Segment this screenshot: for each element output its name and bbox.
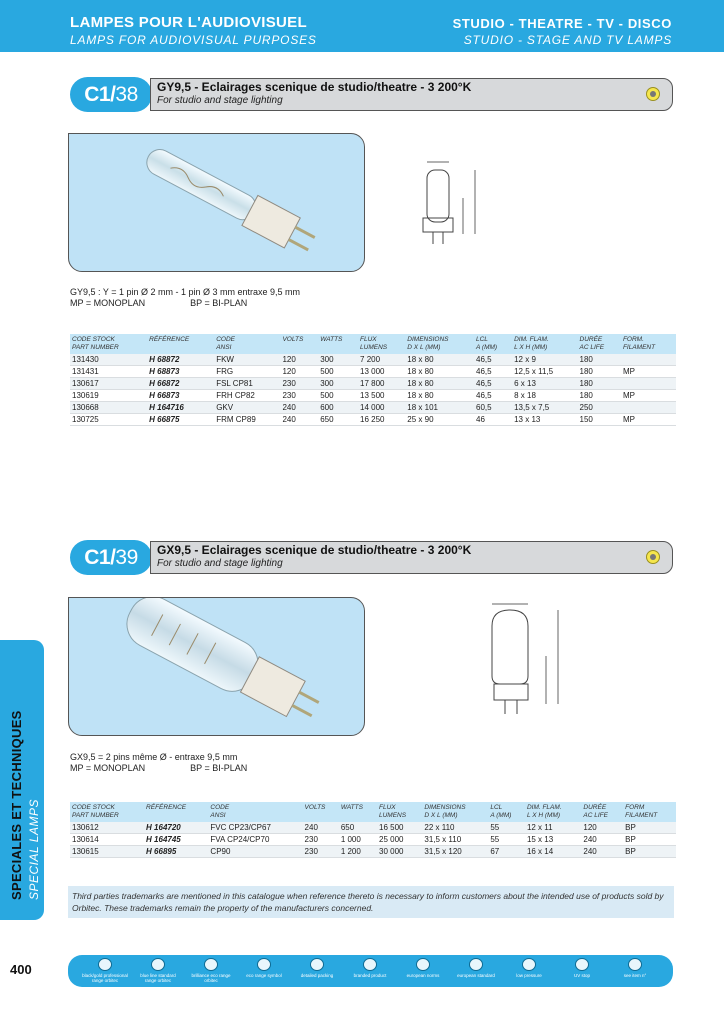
- branded-icon: [363, 958, 377, 971]
- footer-legend-item: [347, 958, 393, 978]
- column-header: FORM. FILAMENT: [621, 334, 676, 354]
- footer-legend-item: [188, 958, 234, 983]
- table-cell: H 66895: [144, 846, 208, 858]
- table-cell: 131431: [70, 366, 147, 378]
- table-cell: 650: [318, 414, 358, 426]
- table-cell: [621, 354, 676, 366]
- footer-legend-item: [135, 958, 181, 983]
- column-header: WATTS: [339, 802, 377, 822]
- table-row: [70, 846, 676, 858]
- table-row: [70, 402, 676, 414]
- table-cell: FVC CP23/CP67: [208, 822, 302, 834]
- table-row: [70, 390, 676, 402]
- table-cell: 131430: [70, 354, 147, 366]
- table-cell: 600: [318, 402, 358, 414]
- table-cell: 14 000: [358, 402, 405, 414]
- footer-legend-label: UV stop: [573, 973, 590, 978]
- table-cell: 18 x 80: [405, 390, 474, 402]
- page-header: [0, 0, 724, 52]
- table-cell: 130725: [70, 414, 147, 426]
- footer-legend-label: brilliance eco range orbitec: [191, 973, 231, 983]
- column-header: FORM FILAMENT: [623, 802, 676, 822]
- column-header: CODE STOCK PART NUMBER: [70, 334, 147, 354]
- table-cell: 120: [280, 354, 318, 366]
- table-row: [70, 366, 676, 378]
- table-cell: 230: [280, 378, 318, 390]
- column-header: DIM. FLAM. L X H (MM): [512, 334, 577, 354]
- european-norms-icon: [416, 958, 430, 971]
- table-cell: 55: [488, 834, 525, 846]
- footer-legend-label: eco range symbol: [246, 973, 282, 978]
- table-cell: 240: [303, 822, 339, 834]
- table-cell: BP: [623, 834, 676, 846]
- table-cell: [621, 378, 676, 390]
- footer-legend-item: [82, 958, 128, 983]
- lamp-photo-gy95: [68, 133, 365, 272]
- table-cell: 130614: [70, 834, 144, 846]
- header-title-fr: LAMPES POUR L'AUDIOVISUEL: [70, 14, 307, 31]
- header-category-en: STUDIO - STAGE AND TV LAMPS: [463, 33, 672, 47]
- table-cell: 15 x 13: [525, 834, 581, 846]
- table-cell: 130619: [70, 390, 147, 402]
- table-cell: FSL CP81: [214, 378, 280, 390]
- table-cell: MP: [621, 390, 676, 402]
- uv-stop-icon: [575, 958, 589, 971]
- footer-legend-item: [612, 958, 658, 978]
- table-cell: 130617: [70, 378, 147, 390]
- table-cell: 230: [280, 390, 318, 402]
- column-header: RÉFÉRENCE: [144, 802, 208, 822]
- table-cell: [621, 402, 676, 414]
- column-header: CODE STOCK PART NUMBER: [70, 802, 144, 822]
- table-cell: 12 x 11: [525, 822, 581, 834]
- table-cell: 31,5 x 110: [422, 834, 488, 846]
- table-cell: 30 000: [377, 846, 422, 858]
- table-cell: 300: [318, 354, 358, 366]
- lamp-photo-gx95: [68, 597, 365, 736]
- lamp-gx95-icon: [69, 598, 364, 735]
- spec-line: MP = MONOPLAN BP = BI-PLAN: [70, 298, 248, 308]
- code-prefix: C1/: [84, 83, 116, 106]
- blue-line-icon: [151, 958, 165, 971]
- table-cell: 46: [474, 414, 512, 426]
- spec-line: GY9,5 : Y = 1 pin Ø 2 mm - 1 pin Ø 3 mm entraxe 9,5 mm: [70, 287, 301, 297]
- table-cell: 13 000: [358, 366, 405, 378]
- socket-spec-gy95: [70, 287, 300, 309]
- see-item-icon: [628, 958, 642, 971]
- table-cell: 180: [578, 354, 621, 366]
- column-header: VOLTS: [280, 334, 318, 354]
- table-cell: 1 000: [339, 834, 377, 846]
- table-cell: 60,5: [474, 402, 512, 414]
- table-cell: 650: [339, 822, 377, 834]
- table-cell: 230: [303, 834, 339, 846]
- table-cell: H 66872: [147, 378, 214, 390]
- table-cell: FRG: [214, 366, 280, 378]
- dimension-drawing-icon: [478, 596, 578, 726]
- footer-legend-bar: [68, 955, 673, 987]
- footer-legend-item: [241, 958, 287, 978]
- table-cell: 120: [581, 822, 623, 834]
- code-prefix: C1/: [84, 546, 116, 569]
- lamp-dimension-diagram: [478, 596, 578, 726]
- section-code-badge: [70, 77, 152, 112]
- table-cell: 22 x 110: [422, 822, 488, 834]
- column-header: DURÉE AC LIFE: [581, 802, 623, 822]
- table-cell: 500: [318, 366, 358, 378]
- table-cell: 240: [280, 402, 318, 414]
- lamp-gy95-icon: [69, 134, 364, 271]
- table-cell: BP: [623, 846, 676, 858]
- eco-range-icon: [204, 958, 218, 971]
- table-cell: FKW: [214, 354, 280, 366]
- table-cell: 13,5 x 7,5: [512, 402, 577, 414]
- section-title-box: [150, 541, 673, 574]
- section-title: GY9,5 - Eclairages scenique de studio/theatre - 3 200°K: [157, 80, 472, 94]
- footer-legend-label: see item n°: [623, 973, 647, 978]
- table-cell: H 164720: [144, 822, 208, 834]
- table-cell: 46,5: [474, 378, 512, 390]
- section-title: GX9,5 - Eclairages scenique de studio/theatre - 3 200°K: [157, 543, 472, 557]
- low-pressure-icon: [522, 958, 536, 971]
- column-header: VOLTS: [303, 802, 339, 822]
- dimension-drawing-icon: [405, 148, 495, 254]
- table-cell: 7 200: [358, 354, 405, 366]
- footer-legend-label: european standard: [457, 973, 495, 978]
- table-row: [70, 834, 676, 846]
- table-cell: 16 250: [358, 414, 405, 426]
- table-row: [70, 354, 676, 366]
- table-cell: 46,5: [474, 366, 512, 378]
- section-header-c1-39: [70, 540, 673, 575]
- table-row: [70, 378, 676, 390]
- table-cell: MP: [621, 366, 676, 378]
- table-cell: MP: [621, 414, 676, 426]
- table-cell: H 66875: [147, 414, 214, 426]
- table-cell: FVA CP24/CP70: [208, 834, 302, 846]
- table-cell: 6 x 13: [512, 378, 577, 390]
- eco-symbol-icon: [257, 958, 271, 971]
- table-cell: 16 x 14: [525, 846, 581, 858]
- socket-spec-gx95: [70, 752, 247, 774]
- table-cell: 46,5: [474, 390, 512, 402]
- section-subtitle: For studio and stage lighting: [157, 558, 283, 569]
- table-cell: 67: [488, 846, 525, 858]
- table-cell: H 66873: [147, 390, 214, 402]
- column-header: DIM. FLAM. L X H (MM): [525, 802, 581, 822]
- column-header: DIMENSIONS D X L (MM): [405, 334, 474, 354]
- table-cell: 150: [578, 414, 621, 426]
- table-cell: 180: [578, 366, 621, 378]
- table-cell: 1 200: [339, 846, 377, 858]
- table-cell: 8 x 18: [512, 390, 577, 402]
- table-header-row: [70, 802, 676, 822]
- footer-legend-label: detailed packing: [300, 973, 334, 978]
- sidebar-label-en: SPECIAL LAMPS: [27, 799, 41, 900]
- lamp-table-gx95: [70, 802, 676, 858]
- section-code-badge: [70, 540, 152, 575]
- table-cell: 230: [303, 846, 339, 858]
- footer-legend-item: [559, 958, 605, 978]
- table-cell: 13 500: [358, 390, 405, 402]
- section-header-c1-38: [70, 77, 673, 112]
- table-cell: 46,5: [474, 354, 512, 366]
- table-cell: 300: [318, 378, 358, 390]
- spec-line: GX9,5 = 2 pins même Ø - entraxe 9,5 mm: [70, 752, 238, 762]
- table-cell: H 68872: [147, 354, 214, 366]
- footer-legend-item: [506, 958, 552, 978]
- spec-line: MP = MONOPLAN BP = BI-PLAN: [70, 763, 248, 773]
- section-title-box: [150, 78, 673, 111]
- footer-legend-label: branded product: [353, 973, 387, 978]
- table-cell: FRH CP82: [214, 390, 280, 402]
- column-header: FLUX LUMENS: [377, 802, 422, 822]
- table-cell: 18 x 80: [405, 366, 474, 378]
- table-cell: CP90: [208, 846, 302, 858]
- header-category-fr: STUDIO - THEATRE - TV - DISCO: [452, 16, 672, 31]
- table-cell: 18 x 80: [405, 354, 474, 366]
- table-cell: 25 000: [377, 834, 422, 846]
- target-icon: [646, 87, 660, 101]
- table-cell: 240: [581, 846, 623, 858]
- column-header: LCL A (MM): [474, 334, 512, 354]
- footer-legend-label: low pressure: [516, 973, 542, 978]
- table-cell: 12 x 9: [512, 354, 577, 366]
- footer-legend-label: blue line standard range orbitec: [140, 973, 176, 983]
- table-cell: 12,5 x 11,5: [512, 366, 577, 378]
- table-cell: 55: [488, 822, 525, 834]
- table-row: [70, 414, 676, 426]
- footer-legend-label: european norms: [406, 973, 440, 978]
- table-cell: 130668: [70, 402, 147, 414]
- column-header: WATTS: [318, 334, 358, 354]
- code-number: 38: [115, 83, 138, 106]
- table-cell: FRM CP89: [214, 414, 280, 426]
- lamp-dimension-diagram: [405, 148, 495, 254]
- table-cell: 31,5 x 120: [422, 846, 488, 858]
- table-cell: BP: [623, 822, 676, 834]
- table-header-row: [70, 334, 676, 354]
- table-cell: 180: [578, 378, 621, 390]
- footer-legend-item: [453, 958, 499, 978]
- section-subtitle: For studio and stage lighting: [157, 95, 283, 106]
- sidebar-label-fr: SPECIALES ET TECHNIQUES: [9, 710, 24, 900]
- table-cell: H 164716: [147, 402, 214, 414]
- table-cell: 250: [578, 402, 621, 414]
- gold-range-icon: [98, 958, 112, 971]
- table-cell: 120: [280, 366, 318, 378]
- table-cell: 180: [578, 390, 621, 402]
- table-cell: H 68873: [147, 366, 214, 378]
- table-cell: 13 x 13: [512, 414, 577, 426]
- table-cell: 240: [581, 834, 623, 846]
- table-cell: 18 x 80: [405, 378, 474, 390]
- footer-legend-item: [294, 958, 340, 978]
- column-header: DIMENSIONS D X L (MM): [422, 802, 488, 822]
- table-cell: GKV: [214, 402, 280, 414]
- column-header: CODE ANSI: [214, 334, 280, 354]
- code-number: 39: [115, 546, 138, 569]
- table-cell: 240: [280, 414, 318, 426]
- trademark-note: Third parties trademarks are mentioned in this catalogue when reference thereto is necessary to inform customers about the intended use of products sold by Orbitec. These trademarks remain the property of the manufacturers concerned.: [68, 886, 674, 918]
- footer-legend-label: black/gold professional range orbitec: [82, 973, 128, 983]
- table-cell: 130612: [70, 822, 144, 834]
- column-header: RÉFÉRENCE: [147, 334, 214, 354]
- column-header: FLUX LUMENS: [358, 334, 405, 354]
- table-cell: 130615: [70, 846, 144, 858]
- footer-legend-item: [400, 958, 446, 978]
- table-cell: 17 800: [358, 378, 405, 390]
- table-cell: 500: [318, 390, 358, 402]
- sidebar-category-tab: [0, 640, 44, 920]
- column-header: LCL A (MM): [488, 802, 525, 822]
- column-header: CODE ANSI: [208, 802, 302, 822]
- table-cell: 16 500: [377, 822, 422, 834]
- target-icon: [646, 550, 660, 564]
- table-cell: H 164745: [144, 834, 208, 846]
- european-standard-icon: [469, 958, 483, 971]
- column-header: DURÉE AC LIFE: [578, 334, 621, 354]
- packing-icon: [310, 958, 324, 971]
- header-title-en: LAMPS FOR AUDIOVISUAL PURPOSES: [70, 33, 317, 47]
- table-cell: 18 x 101: [405, 402, 474, 414]
- page-number: 400: [10, 962, 32, 977]
- lamp-table-gy95: [70, 334, 676, 426]
- table-cell: 25 x 90: [405, 414, 474, 426]
- table-row: [70, 822, 676, 834]
